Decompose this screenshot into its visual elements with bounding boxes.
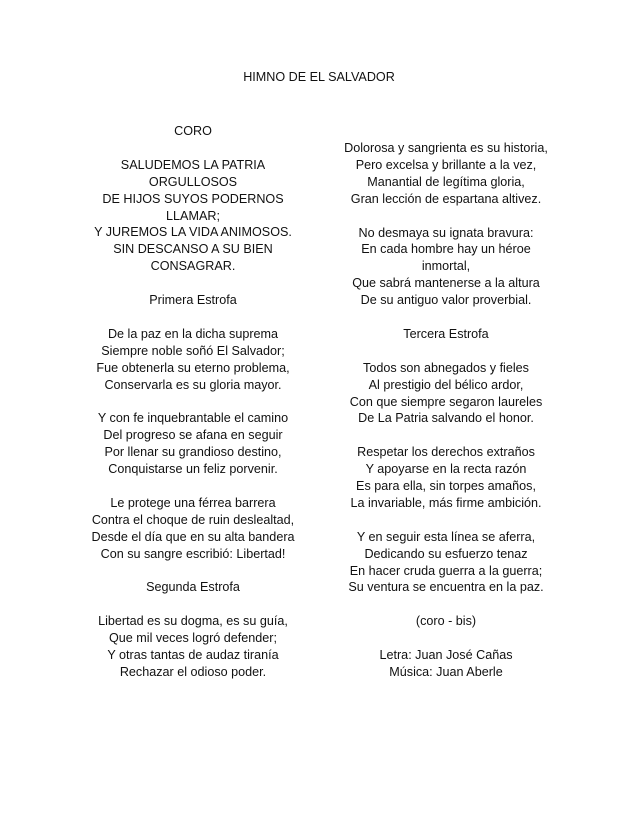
spacer <box>80 596 306 613</box>
chorus-repeat-note: (coro - bis) <box>415 614 477 629</box>
verse-line: Que sabrá mantenerse a la altura <box>352 276 540 291</box>
chorus-line: CONSAGRAR. <box>150 259 236 274</box>
spacer <box>330 309 562 326</box>
verse-line: Pero excelsa y brillante a la vez, <box>355 157 537 172</box>
verse-line: Contra el choque de ruin deslealtad, <box>91 512 295 527</box>
page-title: HIMNO DE EL SALVADOR <box>243 70 395 84</box>
verse-line: Dolorosa y sangrienta es su historia, <box>344 141 548 155</box>
verse-line: Le protege una férrea barrera <box>110 495 276 510</box>
spacer <box>80 562 306 579</box>
verse-line: No desmaya su ignata bravura: <box>358 225 534 240</box>
verse-line: De su antiguo valor proverbial. <box>360 293 532 308</box>
stanza-heading: Primera Estrofa <box>149 293 237 308</box>
spacer <box>330 630 562 647</box>
verse-line: Libertad es su dogma, es su guía, <box>98 614 288 629</box>
verse-line: Conservarla es su gloria mayor. <box>104 377 282 392</box>
verse-line: Es para ella, sin torpes amaños, <box>356 479 536 494</box>
verse-line: En cada hombre hay un héroe <box>361 242 531 257</box>
verse-line: Con su sangre escribió: Libertad! <box>100 546 286 561</box>
spacer <box>80 275 306 292</box>
chorus-line: Y JUREMOS LA VIDA ANIMOSOS. <box>94 225 292 240</box>
spacer <box>80 393 306 410</box>
chorus-line: DE HIJOS SUYOS PODERNOS <box>102 191 284 206</box>
verse-line: Siempre noble soñó El Salvador; <box>101 343 285 358</box>
verse-line: Por llenar su grandioso destino, <box>104 445 282 460</box>
verse-line: De la paz en la dicha suprema <box>107 326 279 341</box>
chorus-heading: CORO <box>174 124 212 138</box>
verse-line: Gran lección de espartana altivez. <box>350 191 542 206</box>
verse-line: Que mil veces logró defender; <box>108 631 277 646</box>
music-credit: Música: Juan Aberle <box>389 664 503 679</box>
right-column <box>330 140 562 681</box>
verse-line: Su ventura se encuentra en la paz. <box>348 580 544 595</box>
verse-line: Manantial de legítima gloria, <box>367 174 525 189</box>
chorus-line: ORGULLOSOS <box>148 174 238 189</box>
verse-line: Fue obtenerla su eterno problema, <box>96 360 290 375</box>
verse-line: De La Patria salvando el honor. <box>358 411 534 426</box>
verse-line: Rechazar el odioso poder. <box>119 664 267 679</box>
stanza-heading: Segunda Estrofa <box>146 580 240 595</box>
left-column <box>80 123 306 681</box>
spacer <box>80 478 306 495</box>
chorus-line: SIN DESCANSO A SU BIEN <box>113 242 273 257</box>
chorus-line: SALUDEMOS LA PATRIA <box>120 157 266 172</box>
verse-line: Respetar los derechos extraños <box>357 445 535 460</box>
verse-line: La invariable, más firme ambición. <box>350 495 542 510</box>
spacer <box>80 309 306 326</box>
spacer <box>330 427 562 444</box>
spacer <box>330 208 562 225</box>
verse-line: Dedicando su esfuerzo tenaz <box>364 546 528 561</box>
verse-line: Con que siempre segaron laureles <box>349 394 543 409</box>
verse-line: En hacer cruda guerra a la guerra; <box>349 563 543 578</box>
stanza-heading: Tercera Estrofa <box>403 326 489 341</box>
verse-line: Y otras tantas de audaz tiranía <box>107 647 279 662</box>
verse-line: Y con fe inquebrantable el camino <box>97 411 289 426</box>
verse-line: Al prestigio del bélico ardor, <box>368 377 524 392</box>
verse-line: inmortal, <box>421 259 471 274</box>
spacer <box>330 596 562 613</box>
verse-line: Conquistarse un feliz porvenir. <box>108 462 278 477</box>
verse-line: Y en seguir esta línea se aferra, <box>356 529 536 544</box>
spacer <box>330 512 562 529</box>
spacer <box>80 140 306 157</box>
verse-line: Todos son abnegados y fieles <box>363 360 529 375</box>
verse-line: Y apoyarse en la recta razón <box>365 462 527 477</box>
verse-line: Desde el día que en su alta bandera <box>91 529 295 544</box>
lyrics-credit: Letra: Juan José Cañas <box>379 648 513 663</box>
verse-line: Del progreso se afana en seguir <box>103 428 283 443</box>
chorus-line: LLAMAR; <box>166 208 220 223</box>
spacer <box>330 343 562 360</box>
